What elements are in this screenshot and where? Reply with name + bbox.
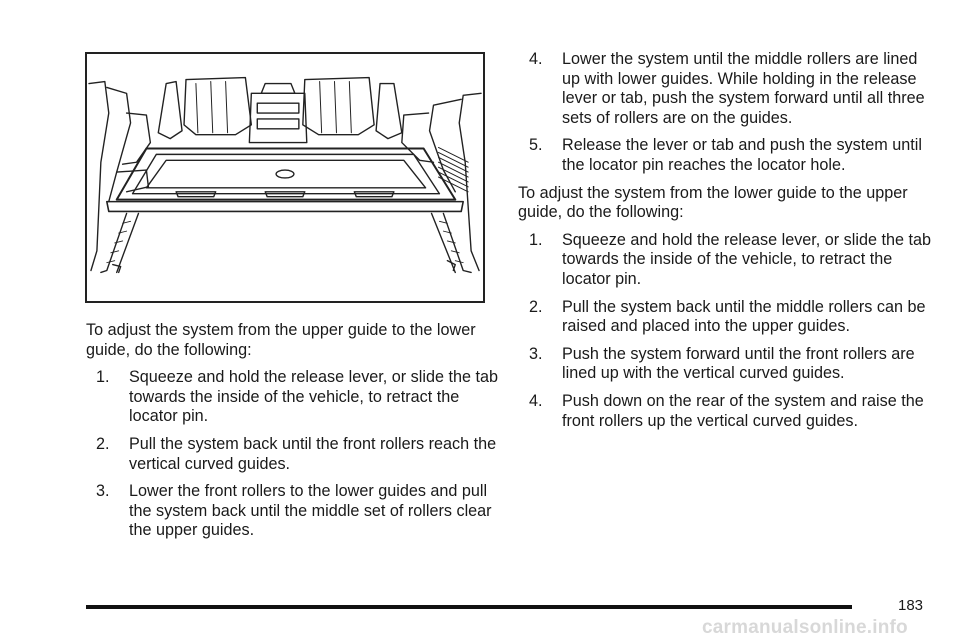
list-item	[529, 50, 938, 128]
step-number: 3.	[529, 344, 543, 363]
step-text: Lower the front rollers to the lower guides and pull the system back until the middle set of rollers clear the upper guides.	[129, 482, 492, 540]
list-item	[96, 435, 506, 474]
list-item	[96, 482, 506, 541]
watermark: carmanualsonline.info	[702, 617, 908, 638]
step-number: 1.	[96, 368, 110, 387]
step-text: Release the lever or tab and push the system until the locator pin reaches the locator hole.	[562, 136, 922, 174]
right-step-list-b	[529, 231, 938, 431]
step-number: 2.	[529, 297, 543, 316]
step-text: Lower the system until the middle rollers are lined up with lower guides. While holding in the release lever or tab, push the system forward until all three sets of rollers are on the guides.	[562, 50, 925, 127]
left-step-list	[96, 368, 506, 541]
step-text: Pull the system back until the middle rollers can be raised and placed into the upper guides.	[562, 297, 926, 336]
cargo-shelf-figure	[85, 52, 485, 303]
step-text: Push down on the rear of the system and raise the front rollers up the vertical curved guides.	[562, 391, 924, 430]
left-column	[86, 321, 506, 549]
list-item	[529, 298, 938, 337]
right-intro: To adjust the system from the lower guide to the upper guide, do the following:	[518, 183, 908, 222]
step-number: 4.	[529, 391, 543, 410]
step-number: 1.	[529, 230, 543, 249]
page-number: 183	[898, 597, 924, 614]
right-step-list-a	[529, 50, 938, 176]
list-item	[529, 345, 938, 384]
list-item	[529, 136, 938, 175]
cargo-shelf-illustration	[87, 54, 483, 301]
step-text: Push the system forward until the front rollers are lined up with the vertical curved guides.	[562, 344, 915, 383]
step-number: 3.	[96, 482, 110, 501]
left-intro: To adjust the system from the upper guide to the lower guide, do the following:	[86, 321, 476, 359]
step-number: 5.	[529, 136, 543, 155]
step-number: 2.	[96, 434, 110, 453]
right-column	[518, 50, 938, 439]
list-item	[529, 392, 938, 431]
step-text: Pull the system back until the front rollers reach the vertical curved guides.	[129, 434, 497, 473]
step-text: Squeeze and hold the release lever, or slide the tab towards the inside of the vehicle, to retract the locator pin.	[129, 368, 498, 426]
list-item	[96, 368, 506, 427]
step-number: 4.	[529, 50, 543, 68]
footer-rule	[86, 605, 852, 609]
list-item	[529, 231, 938, 290]
step-text: Squeeze and hold the release lever, or slide the tab towards the inside of the vehicle, to retract the locator pin.	[562, 230, 931, 288]
